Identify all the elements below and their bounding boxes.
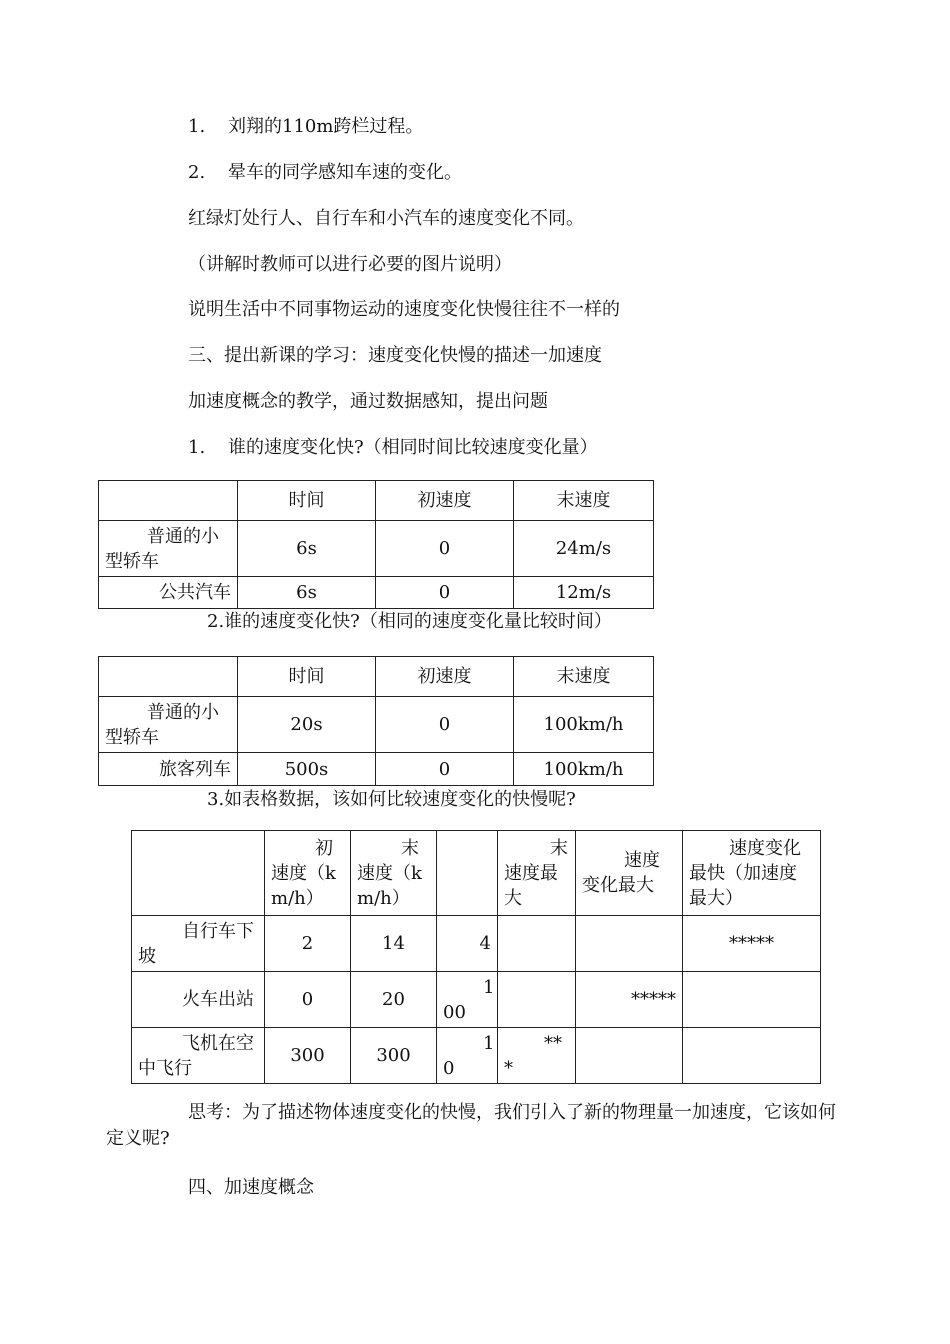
rating-stars: *** xyxy=(498,1028,576,1084)
table-cell: 4 xyxy=(437,916,498,972)
table-cell: 100km/h xyxy=(514,753,654,786)
header-cell: 末速度最大 xyxy=(498,831,576,916)
header-cell xyxy=(99,657,238,697)
paragraph-teacher-note: （讲解时教师可以进行必要的图片说明） xyxy=(188,254,512,275)
header-cell xyxy=(132,831,265,916)
table-cell: 100km/h xyxy=(514,697,654,753)
table-cell: 500s xyxy=(238,753,376,786)
rating-stars: ***** xyxy=(683,916,821,972)
paragraph-conclusion: 说明生活中不同事物运动的速度变化快慢往往不一样的 xyxy=(188,299,620,320)
header-cell xyxy=(437,831,498,916)
section-3-heading: 三、提出新课的学习：速度变化快慢的描述一加速度 xyxy=(188,345,602,366)
header-cell: 初速度 xyxy=(376,657,514,697)
table-cell xyxy=(683,972,821,1028)
table-cell xyxy=(576,1028,683,1084)
table-cell: 14 xyxy=(351,916,437,972)
list-number: 1. xyxy=(188,116,206,137)
row-label: 飞机在空中飞行 xyxy=(132,1028,265,1084)
row-label: 普通的小型轿车 xyxy=(99,697,238,753)
table-cell: 300 xyxy=(265,1028,351,1084)
table-row xyxy=(132,916,821,972)
list-text: 刘翔的110m跨栏过程。 xyxy=(228,116,424,137)
table-cell xyxy=(683,1028,821,1084)
table-cell: 0 xyxy=(376,577,514,609)
header-cell xyxy=(99,481,238,521)
table-cell: 24m/s xyxy=(514,521,654,577)
table-cell: 0 xyxy=(376,521,514,577)
row-label: 公共汽车 xyxy=(99,577,238,609)
table-cell: 100 xyxy=(437,972,498,1028)
table-header-row xyxy=(99,657,654,697)
table-cell: 300 xyxy=(351,1028,437,1084)
table-cell: 6s xyxy=(238,521,376,577)
table-cell xyxy=(576,916,683,972)
list-text: 晕车的同学感知车速的变化。 xyxy=(228,162,462,183)
table-same-time xyxy=(98,480,654,609)
row-label: 自行车下坡 xyxy=(132,916,265,972)
question-2: 2.谁的速度变化快?（相同的速度变化量比较时间） xyxy=(207,611,612,632)
question-3: 3.如表格数据，该如何比较速度变化的快慢呢? xyxy=(207,789,576,810)
think-paragraph: 思考：为了描述物体速度变化的快慢，我们引入了新的物理量一加速度，它该如何定义呢? xyxy=(106,1102,836,1149)
header-cell: 速度变化最大 xyxy=(576,831,683,916)
table-cell: 20s xyxy=(238,697,376,753)
table-row xyxy=(132,1028,821,1084)
table-header-row xyxy=(99,481,654,521)
header-cell: 初速度 xyxy=(376,481,514,521)
table-header-row xyxy=(132,831,821,916)
paragraph-traffic-light: 红绿灯处行人、自行车和小汽车的速度变化不同。 xyxy=(188,208,584,229)
table-cell: 0 xyxy=(376,697,514,753)
table-cell: 12m/s xyxy=(514,577,654,609)
list-number: 1. xyxy=(188,437,206,458)
table-cell: 6s xyxy=(238,577,376,609)
question-text: 谁的速度变化快?（相同时间比较速度变化量） xyxy=(228,437,598,458)
row-label: 普通的小型轿车 xyxy=(99,521,238,577)
table-cell: 20 xyxy=(351,972,437,1028)
question-1 xyxy=(188,436,598,460)
header-cell: 末速度 xyxy=(514,481,654,521)
header-cell: 末速度（km/h） xyxy=(351,831,437,916)
row-label: 旅客列车 xyxy=(99,753,238,786)
table-compare-acceleration xyxy=(131,830,821,1084)
table-cell xyxy=(498,916,576,972)
table-row xyxy=(99,697,654,753)
table-cell: 0 xyxy=(376,753,514,786)
rating-stars: ***** xyxy=(576,972,683,1028)
section-4-heading: 四、加速度概念 xyxy=(188,1177,314,1198)
header-cell: 初速度（km/h） xyxy=(265,831,351,916)
table-row xyxy=(99,753,654,786)
header-cell: 末速度 xyxy=(514,657,654,697)
row-label: 火车出站 xyxy=(132,972,265,1028)
table-row xyxy=(99,577,654,609)
intro-item-1 xyxy=(188,115,423,139)
table-row xyxy=(132,972,821,1028)
header-cell: 时间 xyxy=(238,657,376,697)
table-cell: 0 xyxy=(265,972,351,1028)
table-cell xyxy=(498,972,576,1028)
table-cell: 10 xyxy=(437,1028,498,1084)
table-row xyxy=(99,521,654,577)
header-cell: 速度变化最快（加速度最大） xyxy=(683,831,821,916)
section-3-subheading: 加速度概念的教学，通过数据感知，提出问题 xyxy=(188,391,548,412)
table-same-velocity-change xyxy=(98,656,654,786)
table-cell: 2 xyxy=(265,916,351,972)
header-cell: 时间 xyxy=(238,481,376,521)
intro-item-2 xyxy=(188,161,462,185)
list-number: 2. xyxy=(188,162,206,183)
